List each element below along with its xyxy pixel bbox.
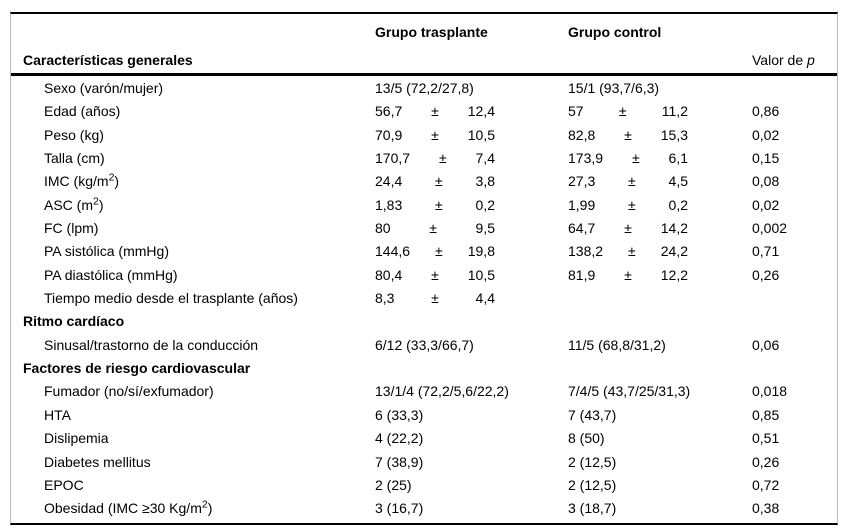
- row-label: Diabetes mellitus: [44, 453, 151, 470]
- cell-grupo-trasplante: [375, 287, 568, 310]
- cell-grupo-control: [568, 240, 752, 263]
- cell-grupo-trasplante: [375, 310, 568, 333]
- sd-value: 9,5: [475, 220, 495, 237]
- plus-minus-symbol: ±: [618, 103, 627, 120]
- row-label: PA sistólica (mmHg): [44, 243, 169, 260]
- superscript: 2: [108, 171, 115, 184]
- cell-value: 13/1/4 (72,2/5,6/22,2): [375, 383, 509, 400]
- table-row: [11, 404, 837, 427]
- cell-p-value: 0,15: [752, 150, 780, 167]
- cell-grupo-control: [568, 147, 752, 170]
- mean-sd-value: [375, 194, 495, 217]
- cell-grupo-trasplante: [375, 124, 568, 147]
- section-title-caracteristicas-generales: Características generales: [23, 52, 193, 68]
- sd-value: 19,8: [467, 243, 495, 260]
- cell-p-value: 0,02: [752, 126, 780, 143]
- plus-minus-symbol: ±: [628, 196, 636, 213]
- mean-sd-value: [375, 287, 495, 310]
- row-label: Dislipemia: [44, 430, 109, 447]
- sd-value: 14,2: [660, 220, 688, 237]
- mean-value: 144,6: [375, 243, 411, 260]
- row-label: Edad (años): [44, 103, 121, 120]
- mean-value: 24,4: [375, 173, 403, 190]
- mean-sd-value: [375, 124, 495, 147]
- cell-grupo-trasplante: [375, 147, 568, 170]
- mean-sd-value: [568, 217, 688, 240]
- table-row: [11, 240, 837, 263]
- sd-value: 7,4: [475, 150, 495, 167]
- mean-value: 57: [568, 103, 584, 120]
- plus-minus-symbol: ±: [631, 150, 640, 167]
- cell-grupo-trasplante: [375, 194, 568, 217]
- sd-value: 10,5: [467, 126, 495, 143]
- table-row: [11, 474, 837, 497]
- cell-grupo-trasplante: [375, 357, 568, 380]
- superscript: 2: [93, 195, 99, 208]
- cell-p-value: [752, 77, 837, 100]
- mean-value: 80,4: [375, 266, 403, 283]
- mean-sd-value: [375, 170, 495, 193]
- cell-grupo-control: [568, 194, 752, 217]
- cell-grupo-trasplante: [375, 427, 568, 450]
- mean-value: 80: [375, 220, 391, 237]
- row-label: Sinusal/trastorno de la conducción: [44, 336, 259, 353]
- cell-p-value: 0,06: [752, 336, 780, 353]
- cell-grupo-trasplante: [375, 264, 568, 287]
- mean-sd-value: [568, 100, 688, 123]
- cell-grupo-trasplante: [375, 100, 568, 123]
- cell-value: 15/1 (93,7/6,3): [568, 80, 660, 96]
- sd-value: 0,2: [475, 196, 495, 213]
- header-spacer: [11, 23, 375, 42]
- table-header: [11, 14, 837, 76]
- sd-value: 24,2: [660, 243, 688, 260]
- table-body: [11, 76, 837, 523]
- cell-grupo-control: [568, 380, 752, 403]
- section-row: [11, 357, 837, 380]
- cell-grupo-trasplante: [375, 474, 568, 497]
- cell-value: 13/5 (72,2/27,8): [375, 80, 474, 96]
- column-header-valor-de-p: [752, 51, 837, 70]
- row-label: Obesidad (IMC ≥30 $Kg/m^2$): [44, 498, 213, 517]
- header-spacer: [375, 51, 568, 70]
- section-row: [11, 310, 837, 333]
- mean-sd-value: [568, 264, 688, 287]
- row-label: EPOC: [44, 476, 84, 493]
- cell-grupo-trasplante: [375, 170, 568, 193]
- sd-value: 4,4: [475, 290, 495, 307]
- cell-grupo-trasplante: [375, 451, 568, 474]
- row-label: Ritmo cardíaco: [23, 313, 125, 330]
- plus-minus-symbol: ±: [429, 220, 437, 237]
- mean-sd-value: [375, 100, 495, 123]
- cell-grupo-trasplante: [375, 240, 568, 263]
- mean-value: 8,3: [375, 290, 395, 307]
- cell-grupo-control: [568, 77, 752, 100]
- table-row: [11, 497, 837, 520]
- sd-value: 4,5: [668, 173, 688, 190]
- cell-p-value: 0,72: [752, 476, 780, 493]
- p-italic: p: [807, 52, 815, 68]
- sd-value: 15,3: [660, 126, 688, 143]
- mean-value: 170,7: [375, 150, 411, 167]
- table-row: [11, 427, 837, 450]
- cell-p-value: 0,002: [752, 220, 788, 237]
- cell-p-value: 0,018: [752, 383, 788, 400]
- cell-p-value: [752, 357, 837, 380]
- cell-p-value: [752, 310, 837, 333]
- cell-grupo-control: [568, 357, 752, 380]
- cell-value: 7 (38,9): [375, 453, 424, 470]
- cell-grupo-control: [568, 427, 752, 450]
- comparison-table: [10, 12, 838, 525]
- cell-value: 6 (33,3): [375, 406, 424, 423]
- mean-sd-value: [375, 217, 495, 240]
- mean-sd-value: [375, 240, 495, 263]
- mean-sd-value: [375, 147, 495, 170]
- cell-p-value: 0,26: [752, 266, 780, 283]
- plus-minus-symbol: ±: [435, 196, 443, 213]
- cell-grupo-control: [568, 264, 752, 287]
- table-row: [11, 380, 837, 403]
- cell-grupo-control: [568, 170, 752, 193]
- cell-p-value: 0,02: [752, 196, 780, 213]
- table-row: [11, 217, 837, 240]
- table-row: [11, 264, 837, 287]
- cell-grupo-trasplante: [375, 380, 568, 403]
- cell-grupo-control: [568, 310, 752, 333]
- mean-value: 70,9: [375, 126, 403, 143]
- sd-value: 12,2: [660, 266, 688, 283]
- header-row-titles: [11, 51, 837, 70]
- row-label: Talla (cm): [44, 150, 105, 167]
- column-header-grupo-trasplante: Grupo trasplante: [375, 24, 488, 40]
- row-label: IMC $(kg/m^2)$: [44, 171, 120, 190]
- plus-minus-symbol: ±: [431, 266, 439, 283]
- cell-value: 6/12 (33,3/66,7): [375, 336, 474, 353]
- cell-value: 2 (25): [375, 476, 412, 493]
- plus-minus-symbol: ±: [624, 126, 632, 143]
- cell-value: 8 (50): [568, 430, 605, 447]
- sd-value: 0,2: [668, 196, 688, 213]
- plus-minus-symbol: ±: [435, 243, 443, 260]
- mean-value: 82,8: [568, 126, 596, 143]
- cell-grupo-trasplante: [375, 334, 568, 357]
- header-spacer: [752, 23, 837, 42]
- row-label: Sexo (varón/mujer): [44, 80, 164, 96]
- cell-p-value: 0,71: [752, 243, 780, 260]
- mean-value: 138,2: [568, 243, 604, 260]
- plus-minus-symbol: ±: [438, 150, 447, 167]
- cell-p-value: 0,26: [752, 453, 780, 470]
- cell-value: 7/4/5 (43,7/25/31,3): [568, 383, 691, 400]
- mean-value: 64,7: [568, 220, 596, 237]
- header-spacer: [568, 51, 752, 70]
- mean-value: 56,7: [375, 103, 403, 120]
- header-row-groups: [11, 23, 837, 42]
- plus-minus-symbol: ±: [435, 173, 443, 190]
- sd-value: 6,1: [668, 150, 688, 167]
- row-label: Fumador (no/sí/exfumador): [44, 383, 214, 400]
- cell-p-value: 0,86: [752, 103, 780, 120]
- row-label: ASC $(m^2)$: [44, 195, 104, 213]
- superscript: 2: [201, 498, 208, 511]
- table-row: [11, 451, 837, 474]
- row-label: PA diastólica (mmHg): [44, 266, 178, 283]
- mean-value: 1,83: [375, 196, 403, 213]
- valor-de-label: Valor de: [752, 52, 807, 68]
- table-row: [11, 147, 837, 170]
- cell-p-value: 0,08: [752, 173, 780, 190]
- cell-grupo-control: [568, 451, 752, 474]
- mean-sd-value: [568, 240, 688, 263]
- plus-minus-symbol: ±: [431, 103, 439, 120]
- cell-p-value: 0,51: [752, 430, 780, 447]
- sd-value: 10,5: [467, 266, 495, 283]
- mean-sd-value: [568, 124, 688, 147]
- sd-value: 12,4: [467, 103, 495, 120]
- row-label: HTA: [44, 406, 71, 423]
- plus-minus-symbol: ±: [431, 290, 439, 307]
- table-row: [11, 287, 837, 310]
- cell-grupo-control: [568, 217, 752, 240]
- cell-value: 2 (12,5): [568, 476, 617, 493]
- sd-value: 3,8: [475, 173, 495, 190]
- cell-grupo-control: [568, 474, 752, 497]
- cell-grupo-control: [568, 404, 752, 427]
- table-row: [11, 77, 837, 100]
- table-row: [11, 194, 837, 217]
- cell-p-value: 0,38: [752, 500, 780, 517]
- row-label: Peso (kg): [44, 126, 104, 143]
- mean-sd-value: [568, 170, 688, 193]
- mean-value: 1,99: [568, 196, 596, 213]
- cell-value: 11/5 (68,8/31,2): [568, 336, 666, 353]
- mean-sd-value: [568, 194, 688, 217]
- cell-value: 2 (12,5): [568, 453, 617, 470]
- table-row: [11, 124, 837, 147]
- mean-sd-value: [568, 147, 688, 170]
- table-row: [11, 100, 837, 123]
- table-row: [11, 334, 837, 357]
- cell-p-value: [752, 287, 837, 310]
- plus-minus-symbol: ±: [624, 220, 632, 237]
- cell-grupo-control: [568, 497, 752, 520]
- cell-grupo-trasplante: [375, 404, 568, 427]
- cell-grupo-control: [568, 100, 752, 123]
- cell-p-value: 0,85: [752, 406, 780, 423]
- plus-minus-symbol: ±: [624, 266, 632, 283]
- plus-minus-symbol: ±: [628, 243, 636, 260]
- cell-value: 3 (18,7): [568, 500, 617, 517]
- sd-value: 11,2: [661, 103, 688, 120]
- cell-value: 4 (22,2): [375, 430, 424, 447]
- table-row: [11, 170, 837, 193]
- cell-grupo-trasplante: [375, 497, 568, 520]
- cell-grupo-trasplante: [375, 77, 568, 100]
- plus-minus-symbol: ±: [628, 173, 636, 190]
- mean-value: 81,9: [568, 266, 596, 283]
- row-label: Factores de riesgo cardiovascular: [23, 360, 251, 377]
- cell-grupo-control: [568, 334, 752, 357]
- column-header-grupo-control: Grupo control: [568, 24, 662, 40]
- cell-grupo-trasplante: [375, 217, 568, 240]
- cell-value: 3 (16,7): [375, 500, 424, 517]
- row-label: FC (lpm): [44, 220, 99, 237]
- row-label: Tiempo medio desde el trasplante (años): [44, 290, 298, 307]
- cell-value: 7 (43,7): [568, 406, 617, 423]
- cell-grupo-control: [568, 287, 752, 310]
- cell-grupo-control: [568, 124, 752, 147]
- mean-value: 27,3: [568, 173, 596, 190]
- mean-value: 173,9: [568, 150, 604, 167]
- mean-sd-value: [375, 264, 495, 287]
- plus-minus-symbol: ±: [431, 126, 439, 143]
